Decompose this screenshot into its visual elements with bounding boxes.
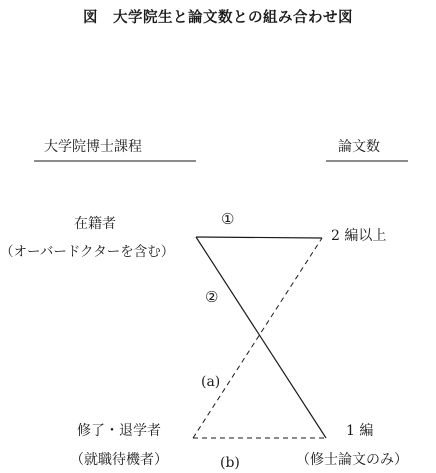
enrolled-sublabel: （オーバードクターを含む）: [0, 244, 175, 260]
enrolled-label: 在籍者: [74, 216, 116, 232]
two-or-more-papers-label: 2 編以上: [331, 228, 387, 244]
path-a-line: [193, 238, 322, 438]
figure-title: 図 大学院生と論文数との組み合わせ図: [83, 10, 353, 26]
path-2-label: ②: [205, 288, 219, 306]
path-a-label: (a): [201, 374, 221, 390]
completed-sublabel: （就職待機者）: [70, 452, 168, 468]
one-paper-label: 1 編: [346, 423, 374, 439]
completed-label: 修了・退学者: [77, 423, 161, 439]
one-paper-sublabel: （修士論文のみ）: [296, 452, 408, 468]
path-1-line: [196, 237, 322, 238]
path-b-label: (b): [220, 455, 240, 471]
path-1-label: ①: [221, 210, 235, 228]
left-column-header: 大学院博士課程: [44, 139, 142, 155]
path-2-line: [196, 237, 326, 438]
right-column-header: 論文数: [338, 139, 380, 155]
